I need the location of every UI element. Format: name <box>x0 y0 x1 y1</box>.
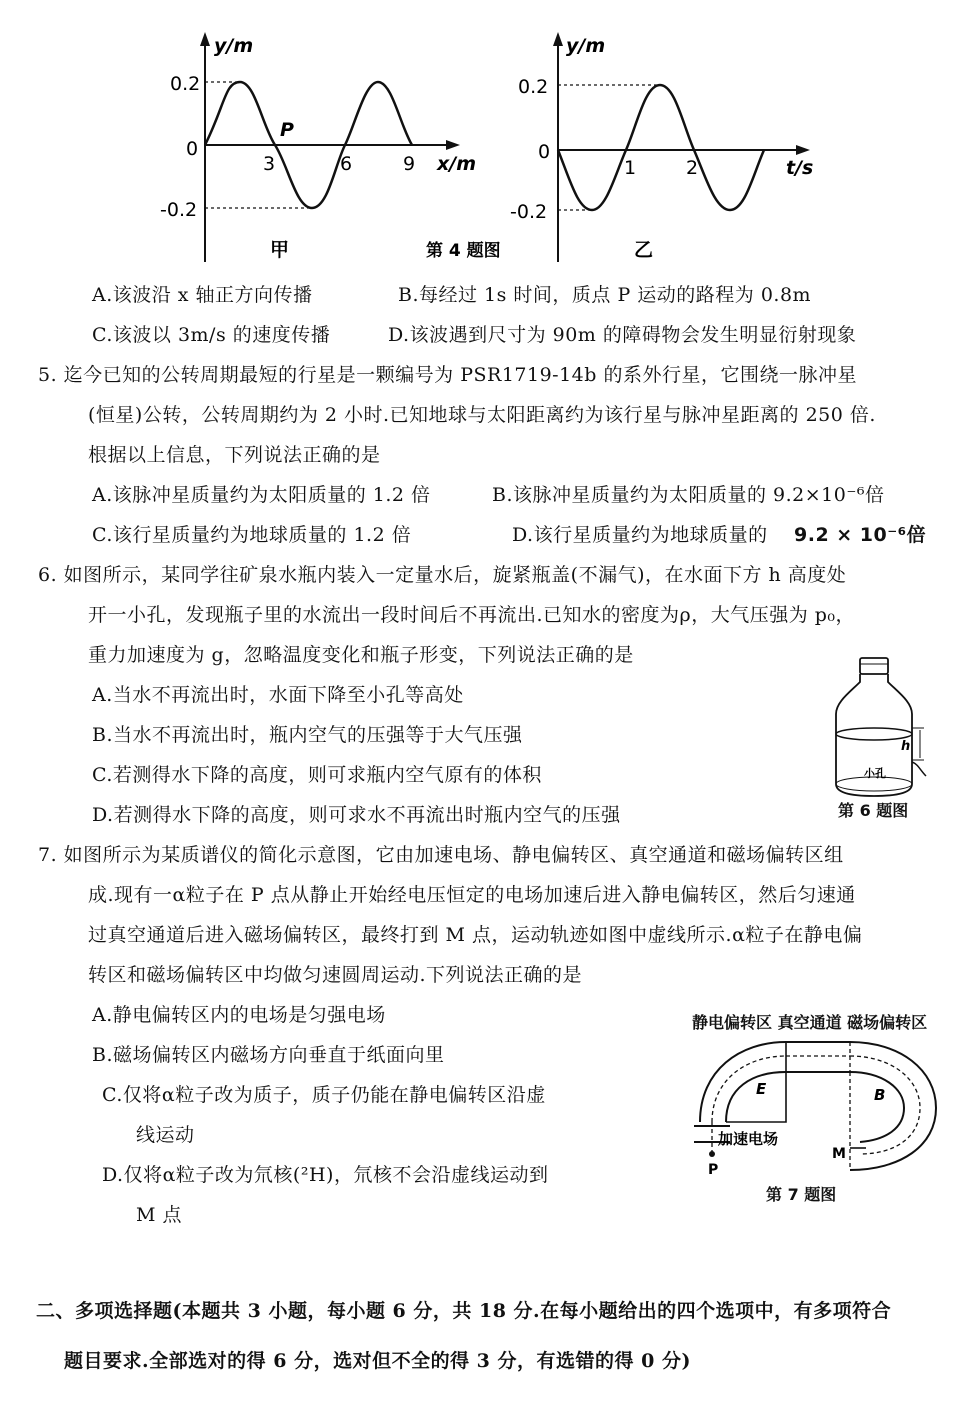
jia-panel-label: 甲 <box>270 239 290 261</box>
q5-stem-line2: (恒星)公转，公转周期约为 2 小时.已知地球与太阳距离约为该行星与脉冲星距离的 250 倍. <box>88 404 876 426</box>
yi-y-top: 0.2 <box>518 76 549 98</box>
jia-x-tick-6: 6 <box>340 153 353 175</box>
section2-heading-line1: 二、多项选择题(本题共 3 小题，每小题 6 分，共 18 分.在每小题给出的四个选项中，有多项符合 <box>36 1300 892 1322</box>
fig7-p-label: P <box>708 1162 719 1178</box>
q7-option-a: A.静电偏转区内的电场是匀强电场 <box>92 1004 386 1026</box>
fig7-b-label: B <box>874 1086 886 1104</box>
fig7-header: 静电偏转区 真空通道 磁场偏转区 <box>692 1013 928 1032</box>
q5-stem-line1: 5. 迄今已知的公转周期最短的行星是一颗编号为 PSR1719-14b 的系外行星，它围绕一脉冲星 <box>38 364 857 386</box>
q7-stem-line1: 7. 如图所示为某质谱仪的简化示意图，它由加速电场、静电偏转区、真空通道和磁场偏转区组 <box>38 844 844 866</box>
q6-stem-line1: 6. 如图所示，某同学往矿泉水瓶内装入一定量水后，旋紧瓶盖(不漏气)，在水面下方 h 高度处 <box>38 564 847 586</box>
jia-x-tick-3: 3 <box>263 153 276 175</box>
graph-yi <box>510 32 813 262</box>
figure-7-mass-spectrometer <box>690 1030 950 1180</box>
q7-option-d-line1: D.仅将α粒子改为氘核(²H)，氘核不会沿虚线运动到 <box>102 1164 549 1186</box>
fig6-hole-label: 小孔 <box>864 767 886 780</box>
q5-option-c: C.该行星质量约为地球质量的 1.2 倍 <box>92 524 412 546</box>
q5-option-d: D.该行星质量约为地球质量的 <box>512 524 768 546</box>
fig7-e-label: E <box>756 1080 767 1098</box>
q6-stem-line2: 开一小孔，发现瓶子里的水流出一段时间后不再流出.已知水的密度为ρ，大气压强为 p₀， <box>88 604 856 626</box>
yi-y-zero: 0 <box>538 141 551 163</box>
yi-x-label: t/s <box>786 157 814 179</box>
fig6-caption: 第 6 题图 <box>838 801 909 820</box>
q5-option-a: A.该脉冲星质量约为太阳质量的 1.2 倍 <box>92 484 431 506</box>
figure-6-bottle <box>820 652 930 822</box>
q4-option-b: B.每经过 1s 时间，质点 P 运动的路程为 0.8m <box>398 284 812 306</box>
yi-x-tick-1: 1 <box>624 157 637 179</box>
figure-4 <box>0 0 978 270</box>
fig4-caption: 第 4 题图 <box>426 241 501 261</box>
fig7-caption: 第 7 题图 <box>766 1185 837 1204</box>
q6-option-a: A.当水不再流出时，水面下降至小孔等高处 <box>92 684 464 706</box>
q4-option-d: D.该波遇到尺寸为 90m 的障碍物会发生明显衍射现象 <box>388 324 857 346</box>
yi-y-label: y/m <box>566 35 606 57</box>
yi-panel-label: 乙 <box>634 239 654 261</box>
q7-option-c-line1: C.仅将α粒子改为质子，质子仍能在静电偏转区沿虚 <box>102 1084 546 1106</box>
q7-stem-line2: 成.现有一α粒子在 P 点从静止开始经电压恒定的电场加速后进入静电偏转区，然后匀速通 <box>88 884 856 906</box>
q6-option-c: C.若测得水下降的高度，则可求瓶内空气原有的体积 <box>92 764 542 786</box>
q5-stem-line3: 根据以上信息，下列说法正确的是 <box>88 444 381 466</box>
fig7-accel-label: 加速电场 <box>718 1130 779 1148</box>
yi-y-bottom: -0.2 <box>510 201 548 223</box>
jia-x-label: x/m <box>437 153 476 175</box>
q5-option-b: B.该脉冲星质量约为太阳质量的 9.2×10⁻⁶倍 <box>492 484 885 506</box>
q7-stem-line4: 转区和磁场偏转区中均做匀速圆周运动.下列说法正确的是 <box>88 964 583 986</box>
q6-option-b: B.当水不再流出时，瓶内空气的压强等于大气压强 <box>92 724 523 746</box>
q6-option-d: D.若测得水下降的高度，则可求水不再流出时瓶内空气的压强 <box>92 804 621 826</box>
yi-x-tick-2: 2 <box>686 157 699 179</box>
jia-y-zero: 0 <box>186 138 199 160</box>
jia-x-tick-9: 9 <box>403 153 416 175</box>
jia-y-label: y/m <box>214 35 254 57</box>
fig6-h-label: h <box>901 739 911 754</box>
q7-option-b: B.磁场偏转区内磁场方向垂直于纸面向里 <box>92 1044 445 1066</box>
section2-heading-line2: 题目要求.全部选对的得 6 分，选对但不全的得 3 分，有选错的得 0 分) <box>64 1350 691 1372</box>
jia-point-p: P <box>280 119 294 141</box>
q4-option-c: C.该波以 3m/s 的速度传播 <box>92 324 331 346</box>
q7-option-d-line2: M 点 <box>136 1204 182 1226</box>
q7-option-c-line2: 线运动 <box>136 1124 195 1146</box>
jia-y-bottom: -0.2 <box>160 199 198 221</box>
q5-option-d-value: 9.2 × 10⁻⁶倍 <box>794 524 927 546</box>
q7-stem-line3: 过真空通道后进入磁场偏转区，最终打到 M 点，运动轨迹如图中虚线所示.α粒子在静电偏 <box>88 924 863 946</box>
q6-stem-line3: 重力加速度为 g，忽略温度变化和瓶子形变，下列说法正确的是 <box>88 644 634 666</box>
q4-option-a: A.该波沿 x 轴正方向传播 <box>92 284 313 306</box>
jia-y-top: 0.2 <box>170 73 201 95</box>
graph-jia <box>160 32 476 262</box>
fig7-m-label: M <box>832 1146 846 1162</box>
